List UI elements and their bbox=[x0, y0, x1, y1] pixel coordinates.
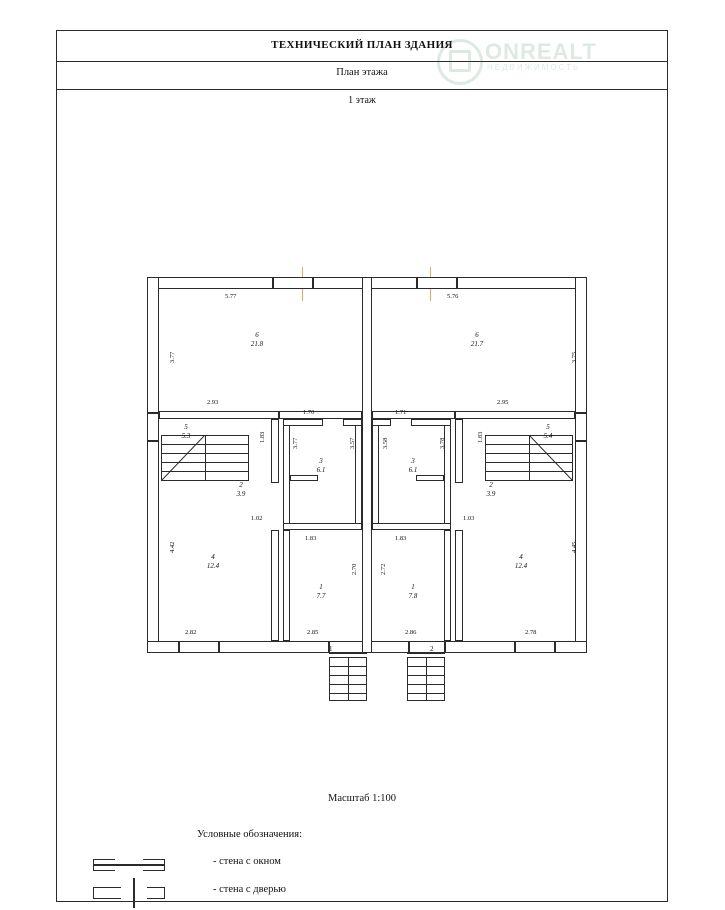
interior-wall-right-hall-top bbox=[411, 419, 451, 426]
exterior-wall-top-left-window bbox=[273, 277, 313, 289]
exterior-wall-bottom-right-window bbox=[515, 641, 555, 653]
scale-label: Масштаб 1:100 bbox=[327, 793, 396, 804]
dim-left-bottom-mid: 2.85 bbox=[307, 629, 319, 636]
interior-wall-right-room1-vertical bbox=[444, 530, 451, 641]
room-label-right-1 bbox=[391, 583, 435, 601]
room-area: 6.1 bbox=[316, 465, 326, 474]
room-number: 6 bbox=[255, 331, 259, 339]
room-area: 21.8 bbox=[250, 339, 264, 348]
dim-right-small-horiz: 1.03 bbox=[463, 515, 475, 522]
document-title: ТЕХНИЧЕСКИЙ ПЛАН ЗДАНИЯ bbox=[271, 39, 453, 51]
room-area: 12.4 bbox=[206, 561, 220, 570]
stair-right bbox=[485, 435, 573, 481]
dim-left-inner-vert: 2.70 bbox=[351, 563, 358, 575]
header-divider-2 bbox=[57, 89, 667, 90]
dim-left-upper-vert: 3.77 bbox=[169, 351, 176, 363]
room-number: 5 bbox=[184, 423, 188, 431]
floor-label: 1 этаж bbox=[348, 95, 376, 106]
dim-top-left: 5.77 bbox=[225, 293, 237, 300]
dim-left-stair-vert: 1.83 bbox=[259, 431, 266, 443]
document-subtitle: План этажа bbox=[336, 67, 388, 78]
dim-right-hall-vert2: 3.78 bbox=[439, 437, 446, 449]
entrance-mark-2: 2 bbox=[430, 645, 434, 653]
room-label-left-6 bbox=[227, 331, 287, 349]
dim-right-inner-vert: 2.72 bbox=[380, 563, 387, 575]
legend-title: Условные обозначения: bbox=[197, 829, 303, 840]
interior-wall-left-hall-right bbox=[355, 419, 362, 529]
room-number: 1 bbox=[319, 583, 323, 591]
watermark-brand: ONREALT bbox=[485, 39, 597, 64]
interior-wall-right-hall-bottom bbox=[372, 523, 451, 530]
exterior-wall-right-window bbox=[575, 413, 587, 441]
exterior-wall-right-upper bbox=[575, 277, 587, 413]
interior-wall-right-horizontal bbox=[455, 411, 575, 419]
dim-right-upper-vert: 3.75 bbox=[571, 351, 578, 363]
interior-wall-left-hall-left bbox=[283, 419, 290, 529]
dim-left-hall-top: 1.70 bbox=[303, 409, 315, 416]
interior-wall-left-horizontal-2 bbox=[279, 411, 362, 419]
interior-wall-right-room4-vertical bbox=[455, 530, 463, 641]
interior-wall-right-hall-top2 bbox=[372, 419, 391, 426]
dim-right-hall-bottom: 1.83 bbox=[395, 535, 407, 542]
room-area: 3.9 bbox=[486, 489, 496, 498]
wall-with-window-icon bbox=[93, 859, 165, 871]
room-label-right-3 bbox=[391, 457, 435, 475]
room-label-right-4 bbox=[491, 553, 551, 571]
wall-with-door-icon bbox=[93, 887, 165, 899]
room-area: 7.7 bbox=[316, 591, 326, 600]
dim-left-hall-vert2: 3.57 bbox=[349, 437, 356, 449]
room-area: 7.8 bbox=[408, 591, 418, 600]
interior-wall-right-horizontal-2 bbox=[372, 411, 455, 419]
room-number: 3 bbox=[319, 457, 323, 465]
room-number: 1 bbox=[411, 583, 415, 591]
floor-plan-drawing bbox=[147, 253, 587, 723]
dim-left-hall-vert: 3.77 bbox=[292, 437, 299, 449]
dim-left-small-horiz: 1.02 bbox=[251, 515, 263, 522]
room-number: 2 bbox=[239, 481, 243, 489]
room-number: 4 bbox=[211, 553, 215, 561]
entrance-stair-right bbox=[407, 657, 445, 701]
dim-right-bottom: 2.78 bbox=[525, 629, 537, 636]
exterior-wall-top-right bbox=[457, 277, 587, 289]
entrance-landing-left bbox=[329, 653, 367, 654]
interior-wall-left-room1-vertical bbox=[283, 530, 290, 641]
exterior-wall-top-right-window bbox=[417, 277, 457, 289]
room-number: 5 bbox=[546, 423, 550, 431]
exterior-wall-bottom-entry-left bbox=[329, 641, 365, 653]
room-number: 2 bbox=[489, 481, 493, 489]
interior-wall-right-vertical-stair bbox=[455, 419, 463, 483]
interior-wall-right-room2-divider bbox=[416, 475, 444, 481]
exterior-wall-left-upper bbox=[147, 277, 159, 413]
dim-right-hall-top: 1.71 bbox=[395, 409, 407, 416]
dim-right-bottom-mid: 2.86 bbox=[405, 629, 417, 636]
legend-label: - стена с окном bbox=[213, 856, 281, 867]
dim-top-right: 5.76 bbox=[447, 293, 459, 300]
dim-left-bottom: 2.82 bbox=[185, 629, 197, 636]
room-label-right-5 bbox=[523, 423, 573, 441]
exterior-wall-bottom-left bbox=[147, 641, 179, 653]
room-label-right-2 bbox=[471, 481, 511, 499]
dim-right-stair-vert: 1.83 bbox=[477, 431, 484, 443]
interior-wall-right-hall-left bbox=[372, 419, 379, 529]
legend-label: - стена с дверью bbox=[213, 884, 287, 895]
room-label-right-6 bbox=[447, 331, 507, 349]
room-label-left-5 bbox=[161, 423, 211, 441]
interior-wall-left-horizontal bbox=[159, 411, 279, 419]
stair-left bbox=[161, 435, 249, 481]
exterior-wall-bottom-right2 bbox=[445, 641, 515, 653]
room-area: 5.4 bbox=[543, 431, 553, 440]
interior-wall-left-hall-bottom bbox=[283, 523, 362, 530]
dim-right-hall-vert: 3.58 bbox=[382, 437, 389, 449]
watermark-subtitle: НЕДВИЖИМОСТЬ bbox=[487, 63, 581, 72]
room-label-left-4 bbox=[183, 553, 243, 571]
room-number: 6 bbox=[475, 331, 479, 339]
exterior-wall-bottom-left-window bbox=[179, 641, 219, 653]
interior-wall-right-hall-right bbox=[444, 419, 451, 529]
party-wall-center bbox=[362, 277, 372, 653]
dim-right-mid-horiz: 2.95 bbox=[497, 399, 509, 406]
entrance-landing-right bbox=[407, 653, 445, 654]
room-area: 21.7 bbox=[470, 339, 484, 348]
room-number: 4 bbox=[519, 553, 523, 561]
room-label-left-2 bbox=[221, 481, 261, 499]
room-area: 6.1 bbox=[408, 465, 418, 474]
exterior-wall-bottom-left2 bbox=[219, 641, 329, 653]
exterior-wall-left-lower bbox=[147, 441, 159, 653]
room-label-left-1 bbox=[299, 583, 343, 601]
room-area: 3.9 bbox=[236, 489, 246, 498]
dim-left-hall-bottom: 1.83 bbox=[305, 535, 317, 542]
dim-left-mid-horiz: 2.93 bbox=[207, 399, 219, 406]
entrance-stair-left bbox=[329, 657, 367, 701]
exterior-wall-bottom-entry-right bbox=[409, 641, 445, 653]
interior-wall-left-room2-divider bbox=[290, 475, 318, 481]
room-area: 5.3 bbox=[181, 431, 191, 440]
exterior-wall-left-window bbox=[147, 413, 159, 441]
exterior-wall-bottom-right bbox=[555, 641, 587, 653]
exterior-wall-top-left bbox=[147, 277, 273, 289]
interior-wall-left-vertical-stair bbox=[271, 419, 279, 483]
room-area: 12.4 bbox=[514, 561, 528, 570]
interior-wall-left-room4-vertical bbox=[271, 530, 279, 641]
plan-sheet bbox=[56, 30, 668, 902]
dim-right-outer-vert: 4.45 bbox=[571, 541, 578, 553]
room-label-left-3 bbox=[299, 457, 343, 475]
header-divider-1 bbox=[57, 61, 667, 62]
entrance-mark-1: 1 bbox=[329, 645, 333, 653]
interior-wall-left-hall-top bbox=[283, 419, 323, 426]
interior-wall-left-hall-top2 bbox=[343, 419, 362, 426]
room-number: 3 bbox=[411, 457, 415, 465]
dim-left-outer-vert: 4.42 bbox=[169, 541, 176, 553]
